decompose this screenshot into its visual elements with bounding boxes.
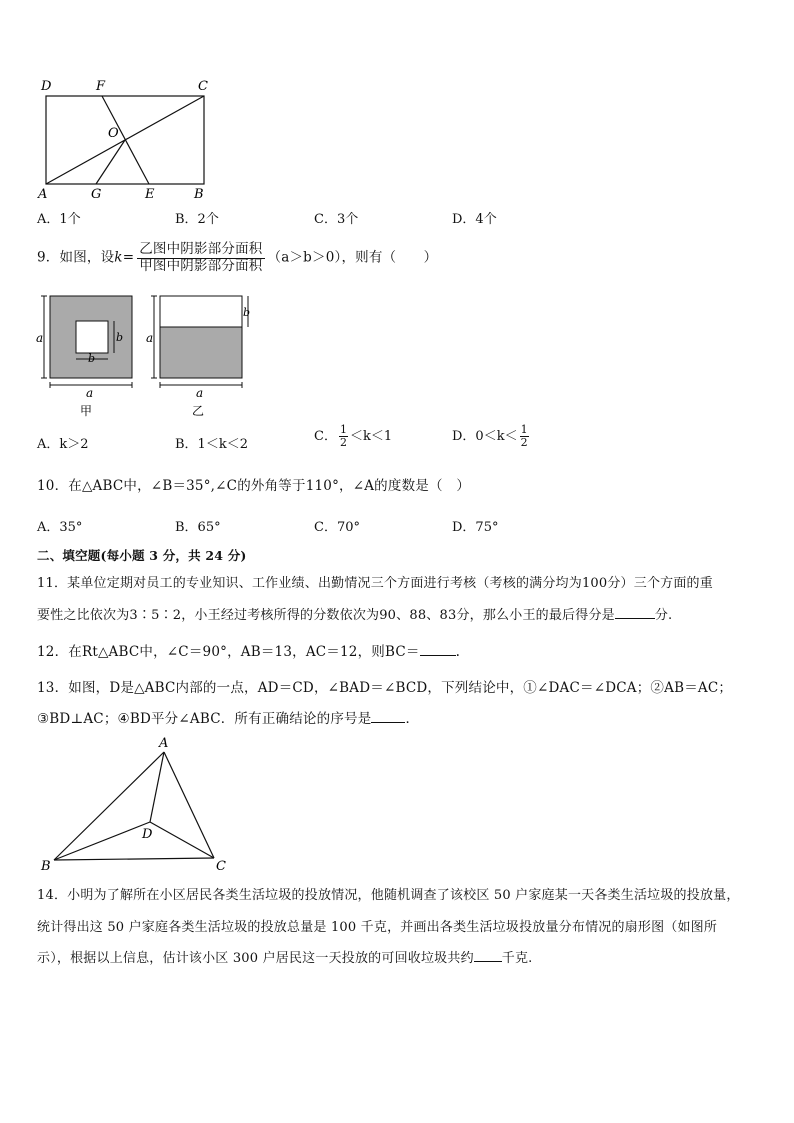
- label-a-bottom: a: [196, 386, 204, 400]
- segment-ad: [150, 752, 164, 822]
- q12-answer-blank[interactable]: [420, 643, 456, 656]
- q9-figure-jia: [36, 290, 140, 422]
- q12-end: .: [455, 644, 461, 660]
- q10-stem: 10．在△ABC中，∠B＝35°,∠C的外角等于110°，∠A的度数是（ ）: [37, 478, 471, 494]
- q9-option-b: B．1＜k＜2: [175, 437, 248, 452]
- q9-k: k: [114, 249, 123, 266]
- q9-option-a: A．k＞2: [37, 437, 89, 452]
- label-d: D: [41, 79, 52, 94]
- q14-answer-blank[interactable]: [474, 949, 502, 962]
- q9-option-c-suffix: ＜k＜1: [349, 429, 393, 445]
- q9-option-c-num: 1: [339, 423, 347, 436]
- side-ac: [164, 752, 214, 858]
- shaded-rectangle: [160, 327, 242, 378]
- label-b-bottom: b: [88, 352, 96, 365]
- q14-line2: 统计得出这 50 户家庭各类生活垃圾的投放总量是 100 千克，并画出各类生活垃圾投放量分布情况的扇形图（如图所: [37, 920, 718, 935]
- q13-line2-end: ．: [405, 711, 420, 727]
- q11-line2: [37, 604, 672, 623]
- q9-condition: （a＞b＞0），则有（ ）: [267, 249, 438, 266]
- q11-line2-text: 要性之比依次为3∶5∶2，小王经过考核所得的分数依次为90、88、83分，那么小王的最后得分是: [37, 608, 615, 623]
- q9-prefix: 9．如图，设: [37, 249, 115, 266]
- q14-line1: 14．小明为了解所在小区居民各类生活垃圾的投放情况，他随机调查了该校区 50 户家庭某一天各类生活垃圾的投放量，: [37, 888, 740, 903]
- q9-eq: =: [122, 249, 135, 266]
- q9-option-d-den: 2: [520, 436, 528, 450]
- section-title: 二、填空题(每小题 3 分，共 24 分): [37, 548, 247, 563]
- q9-option-d-num: 1: [520, 423, 528, 436]
- q9-option-c-fraction: [339, 424, 348, 449]
- side-ab: [54, 752, 164, 860]
- q13-line2: [37, 707, 419, 727]
- q9-option-d-prefix: D．0＜k＜: [452, 429, 518, 445]
- q9-option-c: [314, 424, 392, 449]
- label-o: O: [108, 126, 119, 141]
- label-c: C: [198, 79, 208, 94]
- q11-line2-end: 分.: [654, 608, 673, 623]
- q14-line3-end: 千克.: [501, 951, 533, 966]
- q10-option-c: C．70°: [314, 520, 360, 535]
- q9-option-c-prefix: C．: [314, 429, 337, 445]
- q8-option-a: A．1个: [37, 212, 81, 227]
- q14-line3-text: 示），根据以上信息，估计该小区 300 户居民这一天投放的可回收垃圾共约: [37, 951, 474, 966]
- label-a: A: [38, 187, 48, 200]
- side-bc: [54, 858, 214, 860]
- label-b: B: [194, 187, 204, 200]
- q12-text: 12．在Rt△ABC中，∠C＝90°，AB＝13，AC＝12，则BC＝: [37, 644, 420, 660]
- q9-stem: [37, 242, 437, 274]
- q11-line1: 11．某单位定期对员工的专业知识、工作业绩、出勤情况三个方面进行考核（考核的满分均为100分）三个方面的重: [37, 576, 713, 591]
- q9-figure-yi: [146, 290, 256, 422]
- label-a-side: a: [36, 331, 44, 345]
- q9-option-c-den: 2: [339, 436, 347, 450]
- segment-cd: [150, 822, 214, 858]
- q9-numerator: 乙图中阴影部分面积: [139, 241, 263, 257]
- label-d: D: [142, 827, 153, 842]
- q8-option-b: B．2个: [175, 212, 219, 227]
- label-b: B: [41, 859, 51, 874]
- q13-line2-text: ③BD⊥AC；④BD平分∠ABC．所有正确结论的序号是: [37, 711, 372, 727]
- q13-figure: [38, 734, 238, 874]
- label-a-side: a: [146, 331, 154, 345]
- q9-option-d-fraction: [520, 424, 529, 449]
- q9-denominator: 甲图中阴影部分面积: [139, 257, 263, 274]
- q8-option-c: C．3个: [314, 212, 359, 227]
- q11-answer-blank[interactable]: [615, 606, 655, 619]
- q10-option-d: D．75°: [452, 520, 499, 535]
- q8-option-d: D．4个: [452, 212, 497, 227]
- segment-og: [96, 140, 125, 184]
- label-yi: 乙: [192, 404, 205, 418]
- segment-bd: [54, 822, 150, 860]
- label-a-bottom: a: [86, 386, 94, 400]
- q10-option-a: A．35°: [37, 520, 83, 535]
- q12-stem: [37, 640, 460, 660]
- label-e: E: [145, 187, 155, 200]
- q10-option-b: B．65°: [175, 520, 221, 535]
- q8-figure: [36, 74, 220, 200]
- label-c: C: [216, 859, 226, 874]
- q9-fraction: [137, 242, 264, 274]
- label-b-side: b: [243, 306, 251, 319]
- label-jia: 甲: [80, 404, 93, 418]
- label-b-side: b: [116, 331, 124, 344]
- label-a: A: [159, 736, 169, 751]
- label-f: F: [96, 79, 106, 94]
- inner-square: [76, 321, 108, 353]
- q13-answer-blank[interactable]: [371, 710, 405, 723]
- q9-option-d: [452, 424, 531, 449]
- label-g: G: [91, 187, 102, 200]
- q13-line1: 13．如图，D是△ABC内部的一点，AD＝CD，∠BAD＝∠BCD，下列结论中，①∠DAC＝∠DCA；②AB＝AC；: [37, 680, 733, 696]
- q14-line3: [37, 947, 533, 966]
